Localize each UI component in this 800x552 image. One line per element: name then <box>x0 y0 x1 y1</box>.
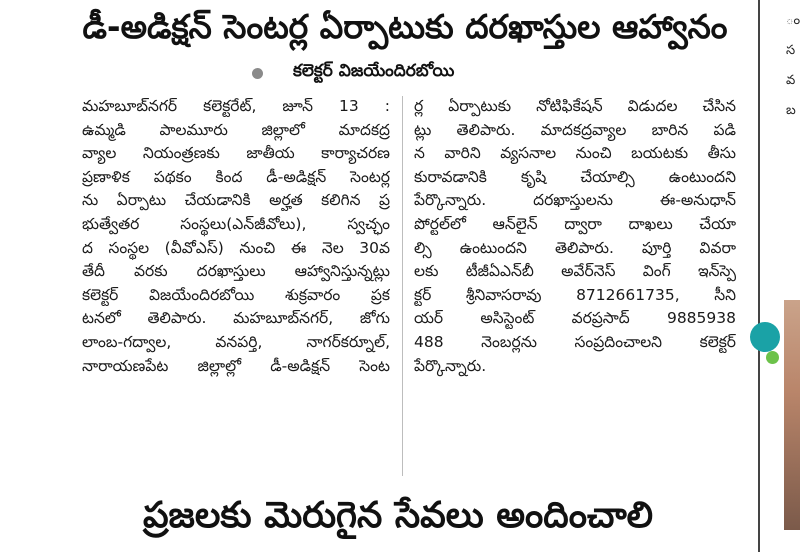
article-line: పేర్కొన్నారు. <box>414 356 487 375</box>
article-line: ఉమ్మడి పాలమూరు జిల్లాలో మాదకద్ర <box>82 120 390 139</box>
article-line: ద సంస్థల (వీవోఎస్) నుంచి ఈ నెల 30వ <box>82 238 390 257</box>
article-line: నారాయణపేట జిల్లాల్లో డీ-అడిక్షన్ సెంట <box>82 356 390 375</box>
adjacent-column-text <box>786 6 800 146</box>
article-line: ట్లు తెలిపారు. మాదకద్రవ్యాల బారిన పడి <box>414 120 736 139</box>
adjacent-line: బ <box>786 103 796 118</box>
adjacent-line: ం <box>786 13 800 28</box>
next-article-headline: ప్రజలకు మెరుగైన సేవలు అందించాలి <box>142 495 654 536</box>
article-line: టనలో తెలిపారు. మహబూబ్‌నగర్, జోగు <box>82 309 390 328</box>
adjacent-line: వ <box>786 73 796 88</box>
article-column-left <box>82 95 390 378</box>
byline-text: కలెక్టర్ విజయేందిరబోయి <box>293 61 455 81</box>
article-line: క్టర్ శ్రీనివాసరావు 8712661735, సీని <box>414 285 736 304</box>
article-line: ను ఏర్పాటు చేయడానికి అర్హత కలిగిన ప్ర <box>82 191 390 210</box>
adjacent-photo <box>784 300 800 530</box>
article-line: లకు టీజీఏఎన్‌బీ అవేర్‌నెస్ వింగ్ ఇన్‌స్పె <box>414 262 736 281</box>
byline <box>252 60 454 86</box>
adjacent-line: స <box>786 43 796 58</box>
article-headline: డీ-అడిక్షన్ సెంటర్ల ఏర్పాటుకు దరఖాస్తుల ఆహ్వానం <box>82 7 728 46</box>
article-line: 488 నెంబర్లను సంప్రదించాలని కలెక్టర్ <box>414 332 736 351</box>
article-line: యర్ అసిస్టెంట్ వరప్రసాద్ 9885938 <box>414 309 736 328</box>
page-column-rule <box>758 0 760 552</box>
article-line: భుత్వేతర సంస్థలు(ఎన్‌జీవోలు), స్వచ్ఛం <box>82 214 390 233</box>
article-line: కలెక్టర్ విజయేందిరబోయి శుక్రవారం ప్రక <box>82 285 390 304</box>
article-line: ర్ల ఏర్పాటుకు నోటిఫికేషన్ విడుదల చేసిన <box>414 97 736 115</box>
status-dot-icon <box>766 351 779 364</box>
article-line: పేర్కొన్నారు. దరఖాస్తులను ఈ-అనుధాన్ <box>414 191 736 210</box>
share-badge-icon[interactable] <box>750 322 780 352</box>
article-line: మహబూబ్‌నగర్ కలెక్టరేట్, జూన్ 13 : <box>82 97 390 115</box>
article-line: తేదీ వరకు దరఖాస్తులు ఆహ్వానిస్తున్నట్లు <box>82 262 390 281</box>
article-line: వ్యాల నియంత్రణకు జాతీయ కార్యాచరణ <box>82 144 390 163</box>
article-line: న వారిని వ్యసనాల నుంచి బయటకు తీసు <box>414 144 736 163</box>
article-line: లాంబ-గద్వాల, వనపర్తి, నాగర్‌కర్నూల్, <box>82 332 390 351</box>
article-line: పోర్టల్‌లో ఆన్‌లైన్ ద్వారా దాఖలు చేయా <box>414 214 736 233</box>
article-line: కురావడానికి కృషి చేయాల్సి ఉంటుందని <box>414 167 736 186</box>
column-divider <box>402 96 403 476</box>
bullet-icon <box>252 68 263 79</box>
article-line: ప్రణాళిక పథకం కింద డీ-అడిక్షన్ సెంటర్ల <box>82 167 390 186</box>
article-column-right <box>414 95 736 378</box>
article-line: ల్సి ఉంటుందని తెలిపారు. పూర్తి వివరా <box>414 238 736 257</box>
